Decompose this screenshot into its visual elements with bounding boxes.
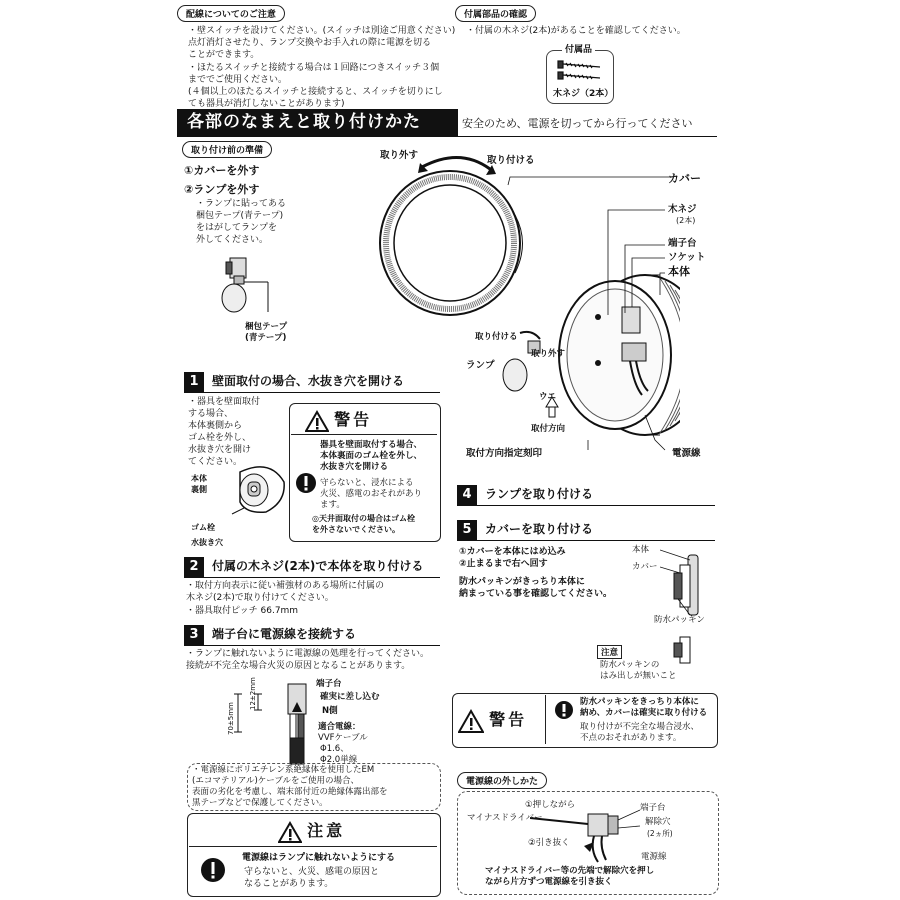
step5-note-text: 防水パッキンの はみ出しが無いこと <box>600 660 677 681</box>
step5-text2: 防水パッキンがきっちり本体に 納まっている事を確認してください。 <box>459 577 613 599</box>
label-step3-nside: N側 <box>322 706 338 716</box>
label-ue: ウエ <box>539 392 557 402</box>
warning2-prohibition-icon <box>554 700 574 720</box>
wiring-notes-text2: ・ほたるスイッチと接続する場合は１回路につきスイッチ３個 まででご使用ください。 (４個以上のほたるスイッチと接続すると、スイッチを切りにし ても器具が消灯しないことがあります) <box>188 63 443 109</box>
parts-box-title: 付属品 <box>562 44 595 56</box>
label-direction-mark: 取付方向指定刻印 <box>466 448 543 459</box>
step4-rule <box>457 505 715 506</box>
label-screw: 木ネジ <box>668 204 697 215</box>
label-release-hole: 解除穴 <box>645 817 671 827</box>
label-lamp: ランプ <box>466 360 495 371</box>
label-removal-terminal: 端子台 <box>640 803 666 813</box>
step2-rule <box>184 577 440 578</box>
wire-removal-tag: 電源線の外しかた <box>457 772 547 789</box>
warning2-header: 警告 <box>458 707 527 731</box>
label-lamp-remove: 取り外す <box>531 349 566 359</box>
section-banner-title: 各部のなまえと取り付けかた <box>177 109 458 136</box>
step4-heading: 4 ランプを取り付ける <box>457 484 593 504</box>
label-lamp-attach: 取り付ける <box>475 332 518 342</box>
step5-text1: ①カバーを本体にはめ込み ②止まるまで右へ回す <box>459 547 566 569</box>
prep-step1: ①カバーを外す <box>184 164 260 177</box>
warning2-text2: 取り付けが不完全な場合浸水、 不点のおそれがあります。 <box>580 722 700 743</box>
label-body: 本体 <box>668 265 690 278</box>
label-cover: カバー <box>668 172 701 185</box>
step2-text1: ・取付方向表示に従い補強材のある場所に付属の 木ネジ(2本)で取り付けてください。 <box>186 581 385 603</box>
banner-rule <box>177 136 717 137</box>
step3-text: ・ランプに触れないように電源線の処理を行ってください。 接続が不完全な場合火災の原因となることがあります。 <box>186 649 430 671</box>
label-rubber-plug: ゴム栓 <box>191 523 215 532</box>
diagram-remove-label: 取り外す <box>380 150 419 161</box>
tape-label: 梱包テープ (青テープ) <box>245 322 288 343</box>
warning2-text1: 防水パッキンをきっちり本体に 納め、カバーは確実に取り付ける <box>580 697 708 718</box>
caution-text2: 守らないと、火災、感電の原因と なることがあります。 <box>244 867 380 889</box>
warning1-header: 警告 <box>305 407 425 431</box>
warning1-text1: 器具を壁面取付する場合、 本体裏面のゴム栓を外し、 水抜き穴を開ける <box>320 440 423 472</box>
prep-desc: ・ランプに貼ってある 梱包テープ(青テープ) をはがしてランプを 外してください。 <box>196 199 287 245</box>
step1-heading: 1 壁面取付の場合、水抜き穴を開ける <box>184 371 404 391</box>
label-step5-cover: カバー <box>632 562 658 572</box>
label-wire: 電源線 <box>672 448 701 459</box>
parts-box-label: 木ネジ（2本） <box>553 89 614 99</box>
label-wire-title: 適合電線： <box>318 722 361 732</box>
parts-check-text: ・付属の木ネジ(2本)があることを確認してください。 <box>466 26 686 36</box>
label-step5-body: 本体 <box>632 545 650 555</box>
label-drain-hole: 水抜き穴 <box>191 538 223 547</box>
wiring-notes-text1: ・壁スイッチを設けてください。(スイッチは別途ご用意ください) 点灯消灯させたり、ランプ交換やお手入れの際に電源を切る ことができます。 <box>188 26 456 60</box>
label-release-hole-count: (2ヵ所) <box>647 829 673 838</box>
caution-text1: 電源線はランプに触れないようにする <box>242 853 396 863</box>
label-step3-terminal: 端子台 <box>316 679 342 689</box>
label-pull: ②引き抜く <box>528 838 570 848</box>
step5-heading: 5 カバーを取り付ける <box>457 519 593 539</box>
label-step3-insert: 確実に差し込む <box>320 692 380 702</box>
label-screw-count: (2本) <box>676 216 696 225</box>
label-step5-packing: 防水パッキン <box>654 615 705 625</box>
warning1-text2: 守らないと、浸水による 火災、感電のおそれがあり ます。 <box>320 478 423 510</box>
step2-text2: ・器具取付ピッチ 66.7mm <box>186 606 299 616</box>
caution-prohibition-icon <box>200 857 226 883</box>
step1-rule <box>184 392 440 393</box>
step3-heading: 3 端子台に電源線を接続する <box>184 624 356 644</box>
label-body-back: 本体 裏側 <box>191 474 207 494</box>
step2-heading: 2 付属の木ネジ(2本)で本体を取り付ける <box>184 556 423 576</box>
cover-cross-section-icon <box>660 545 710 665</box>
wire-removal-text: マイナスドライバー等の先端で解除穴を押し ながら片方ずつ電源線を引き抜く <box>485 866 655 887</box>
label-removal-wire: 電源線 <box>641 852 667 862</box>
step1-text: ・器具を壁面取付 する場合、 本体裏側から ゴム栓を外し、 水抜き穴を開け てください。 <box>188 397 261 467</box>
label-direction: 取付方向 <box>531 424 566 434</box>
section-banner-subtitle: 安全のため、電源を切ってから行ってください <box>462 117 693 130</box>
label-terminal: 端子台 <box>668 238 697 249</box>
lamp-with-tape-icon <box>204 252 274 314</box>
warning1-text3: ◎天井面取付の場合はゴム栓 を外さないでください。 <box>312 514 415 534</box>
body-back-icon <box>226 462 292 522</box>
label-driver: マイナスドライバー <box>467 813 543 823</box>
label-socket: ソケット <box>668 252 706 263</box>
dimension-70mm: 70±5mm <box>227 702 235 735</box>
prep-step2: ②ランプを外す <box>184 183 260 196</box>
label-wire-d1: Φ1.6、 <box>320 744 349 754</box>
warning2-triangle-icon <box>458 709 484 733</box>
caution-header: 注意 <box>278 818 345 842</box>
warning-triangle-icon <box>305 410 329 432</box>
label-press: ①押しながら <box>525 800 576 810</box>
step5-note-tag: 注意 <box>597 645 622 659</box>
step3-note: ・電源線にポリエチレン系絶縁体を使用したEM (エコマテリアル)ケーブルをご使用の場合、 表面の劣化を考慮し、端末部付近の絶縁体露出部を 黒テープなどで保護してください。 <box>192 765 388 808</box>
prep-tag: 取り付け前の準備 <box>182 141 272 158</box>
diagram-attach-label: 取り付ける <box>487 155 535 166</box>
caution-triangle-icon <box>278 821 302 843</box>
label-wire-type: VVFケーブル <box>318 733 368 743</box>
parts-check-tag: 付属部品の確認 <box>455 5 536 22</box>
prohibition-icon <box>295 472 317 494</box>
step3-rule <box>184 645 440 646</box>
dimension-12mm: 12±2mm <box>249 677 257 710</box>
wiring-notes-tag: 配線についてのご注意 <box>177 5 285 22</box>
step5-rule <box>457 540 715 541</box>
label-wire-d2: Φ2.0単線 <box>320 755 358 765</box>
wood-screw-icon <box>556 58 604 84</box>
